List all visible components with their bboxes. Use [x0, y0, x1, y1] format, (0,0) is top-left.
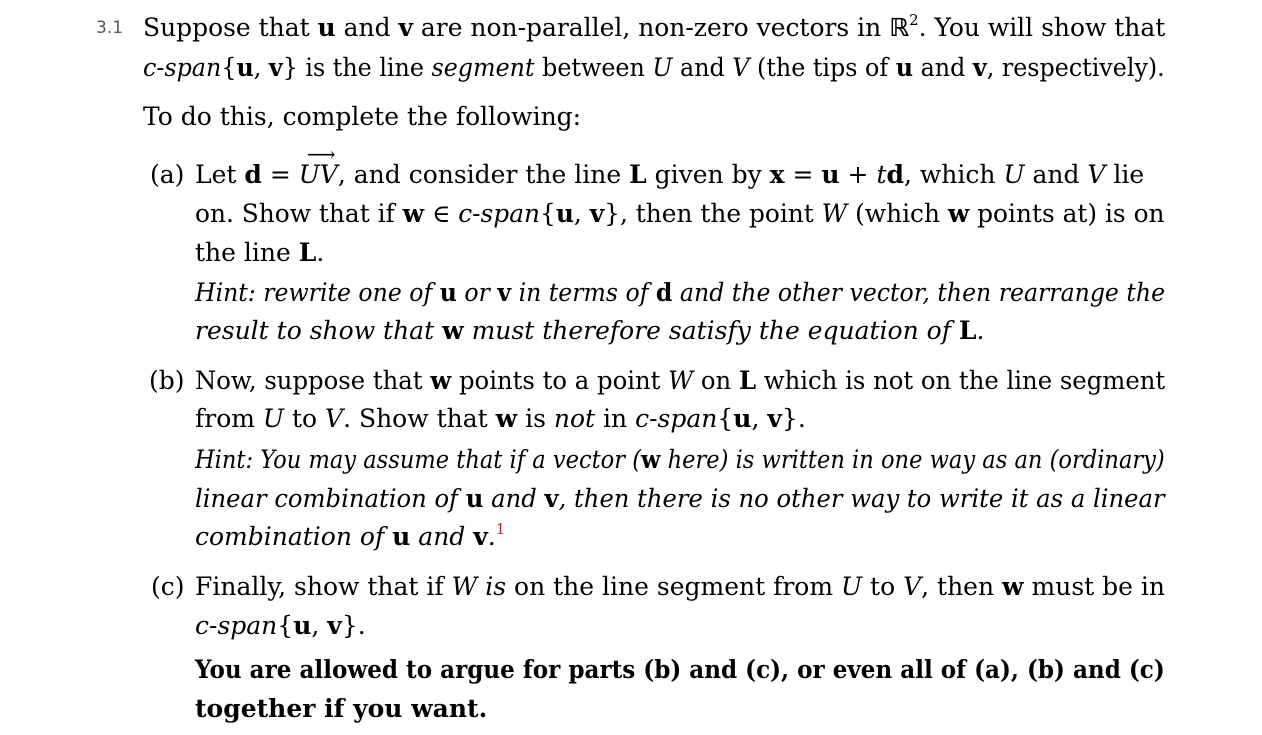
part-a-hint-line-2: result to show that w must therefore satisfy the equation of L.: [195, 316, 985, 345]
part-a-line-1: Let d = ⟶ UV, and consider the line L given by x = u + td, which U and V lie: [195, 142, 1145, 189]
part-b-line-2: from U to V. Show that w is not in c-span{u, v}.: [195, 404, 806, 433]
reals-symbol: ℝ: [889, 13, 910, 42]
part-a-label: (a): [150, 160, 185, 189]
part-c-label: (c): [151, 572, 185, 601]
vector-arrow-icon: ⟶: [306, 142, 336, 166]
intro-line-3: To do this, complete the following:: [143, 102, 582, 131]
part-c-line-2: c-span{u, v}.: [195, 611, 366, 640]
intro-text: Suppose that u and v are non-parallel, non-zero vectors in ℝ$^2$. You will show that: [143, 11, 1166, 42]
note-line-1: You are allowed to argue for parts (b) and (c), or even all of (a), (b) and (c): [195, 655, 1165, 684]
footnote-link[interactable]: 1: [495, 520, 506, 538]
part-b-hint-line-1: Hint: You may assume that if a vector (w here) is written in one way as an (ordinary): [195, 445, 1165, 474]
intro-line-2: c-span{u, v} is the line segment between U and V (the tips of u and v, respectively).: [143, 53, 1165, 82]
part-b-hint-line-2: linear combination of u and v, then there is no other way to write it as a linear: [195, 484, 1165, 513]
part-b-hint-line-3: combination of u and v.$^1$: [195, 520, 506, 551]
part-a-line-2: on. Show that if w ∈ c-span{u, v}, then the point W (which w points at) is on: [195, 199, 1165, 228]
part-a-hint-line-1: Hint: rewrite one of u or v in terms of d and the other vector, then rearrange the: [195, 278, 1166, 307]
part-c-line-1: Finally, show that if W is on the line segment from U to V, then w must be in: [195, 572, 1165, 601]
part-b-label: (b): [149, 366, 185, 395]
vector-uv: ⟶ UV: [298, 142, 338, 189]
part-a-line-3: the line L.: [195, 238, 325, 267]
exercise-number: 3.1: [96, 18, 124, 38]
intro-line-1: [143, 13, 1165, 43]
note-line-2: together if you want.: [195, 694, 488, 723]
part-b-line-1: Now, suppose that w points to a point W on L which is not on the line segment: [195, 366, 1166, 395]
